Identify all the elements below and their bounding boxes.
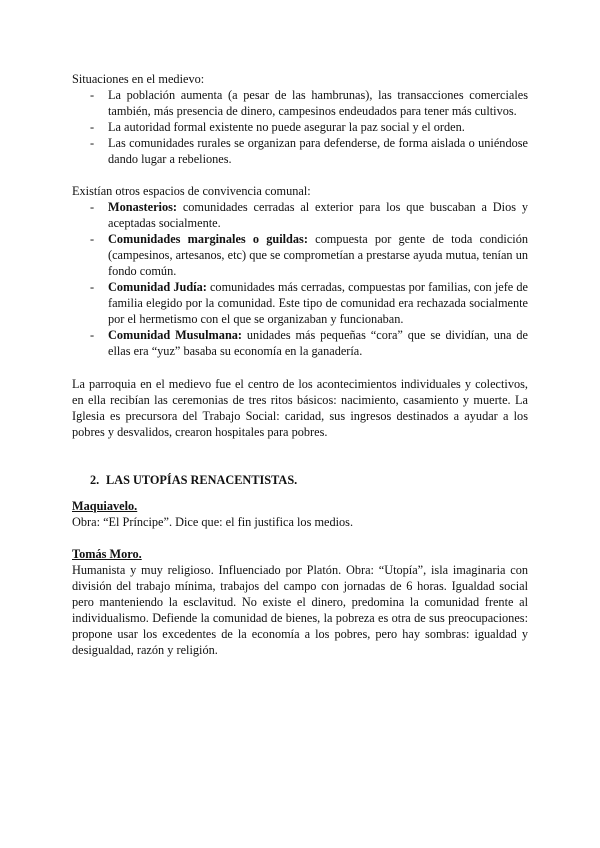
moro-text: Humanista y muy religioso. Influenciado por Platón. Obra: “Utopía”, isla imaginaria con división del trabajo mínima, trabajos del campo con jornadas de 6 horas. Igualdad social pero manteniendo la esclavitud. No existe el dinero, predomina la comunidad frente al individualismo. Defiende la comunidad de bienes, la pobreza es otra de sus preocupaciones: propone usar los excedentes de la economía a los pobres, pero hay sombras: igualdad y desigualdad, razón y religión.: [72, 563, 528, 657]
medieval-list: [72, 87, 528, 167]
maquiavelo-text: Obra: “El Príncipe”. Dice que: el fin justifica los medios.: [72, 515, 354, 529]
term-description: comunidades más cerradas, compuestas por familias, con jefe de familia elegido por la comunidad. Este tipo de comunidad era rechazada socialmente por el hermetismo con el que se organizaban y funcionaban.: [108, 280, 528, 326]
medieval-intro: Situaciones en el medievo:: [72, 72, 205, 86]
list-item: [72, 327, 528, 359]
list-item: - La autoridad formal existente no puede asegurar la paz social y el orden.: [72, 119, 528, 135]
spaces-intro: Existían otros espacios de convivencia comunal:: [72, 184, 311, 198]
term-musulmana: Comunidad Musulmana:: [108, 328, 243, 342]
moro-section: [72, 546, 528, 658]
list-item: - La población aumenta (a pesar de las hambrunas), las transacciones comerciales también, más presencia de dinero, campesinos endeudados para tener más cultivos.: [72, 87, 528, 119]
section-title: LAS UTOPÍAS RENACENTISTAS.: [106, 473, 298, 487]
term-monasterios: Monasterios:: [108, 200, 177, 214]
communal-spaces-section: [72, 183, 528, 359]
term-description: compuesta por gente de toda condición (campesinos, artesanos, etc) que se comprometían a prestarse ayuda mutua, tenían un fondo común.: [108, 232, 528, 278]
list-item: [72, 231, 528, 279]
term-guildas: Comunidades marginales o guildas:: [108, 232, 308, 246]
list-item: - Las comunidades rurales se organizan para defenderse, de forma aislada o uniéndose dando lugar a rebeliones.: [72, 135, 528, 167]
term-description: unidades más pequeñas “cora” que se dividían, una de ellas era “yuz” basaba su economía en la ganadería.: [108, 328, 528, 358]
spaces-list: [72, 199, 528, 359]
maquiavelo-heading: Maquiavelo.: [72, 499, 138, 513]
term-judia: Comunidad Judía:: [108, 280, 207, 294]
medieval-situations-section: [72, 71, 528, 167]
section-2-heading: [72, 472, 528, 488]
list-item: [72, 279, 528, 327]
parroquia-paragraph: La parroquia en el medievo fue el centro de los acontecimientos individuales y colectivos, en ella recibían las ceremonias de tres ritos básicos: nacimiento, casamiento y muerte. La Iglesia es precursora del Trabajo Social: caridad, sus ingresos destinados a ayudar a los pobres y desvalidos, crearon hospitales para pobres.: [72, 377, 528, 439]
parroquia-section: [72, 376, 528, 440]
list-item: [72, 199, 528, 231]
term-description: comunidades cerradas al exterior para los que buscaban a Dios y aceptadas socialmente.: [108, 200, 528, 230]
moro-heading: Tomás Moro.: [72, 547, 142, 561]
maquiavelo-section: [72, 498, 528, 530]
section-number: 2.: [90, 473, 100, 487]
